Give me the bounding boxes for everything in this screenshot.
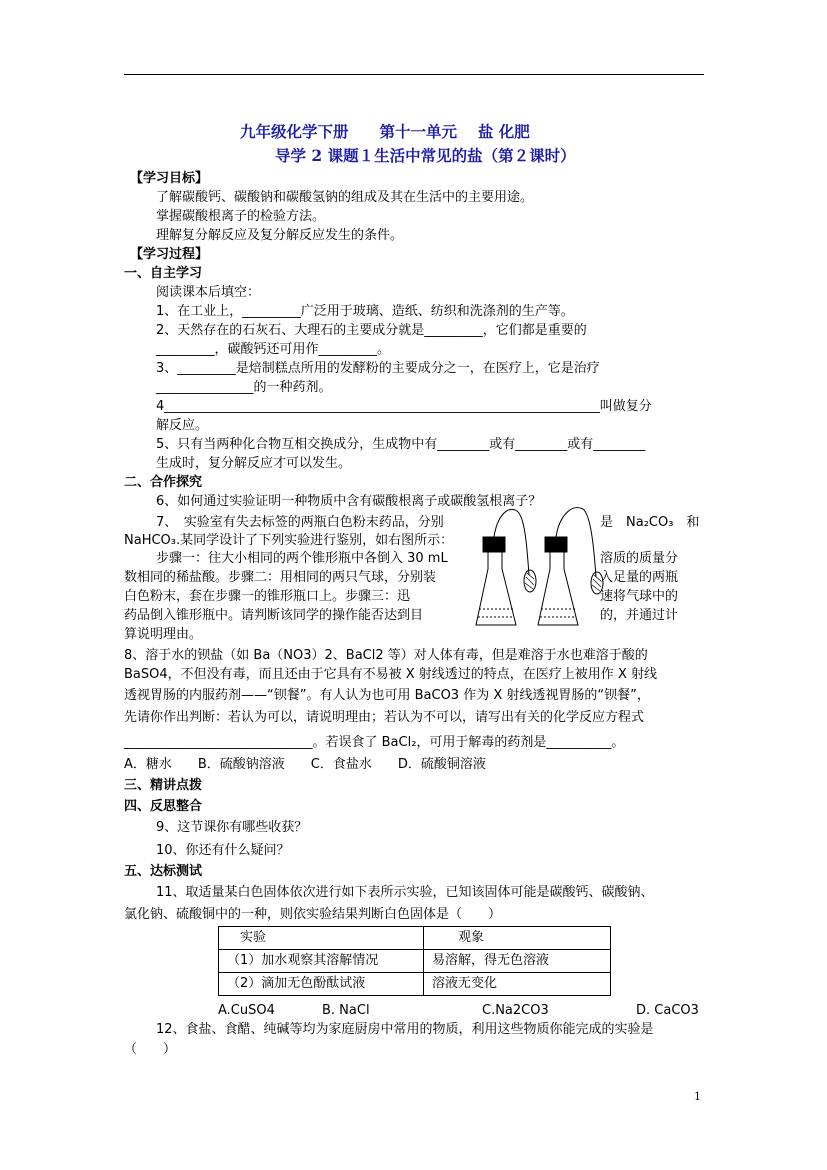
question-3-line1: 3、_________是焙制糕点所用的发酵粉的主要成分之一，在医疗上，它是治疗	[156, 361, 600, 376]
question-7-line3a: 步骤一：往大小相同的两个锥形瓶中各倒入 30 mL	[156, 551, 448, 566]
question-11-option-a: A.CuSO4	[218, 1003, 275, 1018]
table-header-row	[219, 927, 611, 950]
flask-left	[476, 509, 536, 625]
flask-right	[538, 508, 603, 625]
question-4-line1: 4___________________________________________________________________叫做复分	[156, 399, 652, 414]
question-3-line2: _______________的一种药剂。	[156, 380, 332, 395]
section1-heading: 一、自主学习	[124, 266, 203, 281]
goal-item: 掌握碳酸根离子的检验方法。	[156, 209, 326, 224]
question-1: 1、在工业上，_________广泛用于玻璃、造纸、纺织和洗涤剂的生产等。	[156, 304, 574, 319]
question-7-line3b: 溶质的质量分	[600, 551, 679, 566]
question-7-line2: NaHCO₃.某同学设计了下列实验进行鉴别，如右图所示：	[124, 533, 454, 548]
question-11-line1: 11、取适量某白色固体依次进行如下表所示实验，已知该固体可能是碳酸钙、碳酸钠、	[156, 885, 654, 900]
table-header-cell: 观象	[424, 927, 611, 950]
question-6: 6、如何通过实验证明一种物质中含有碳酸根离子或碳酸氢根离子？	[156, 494, 542, 509]
question-9: 9、这节课你有哪些收获？	[156, 820, 308, 835]
section4-heading: 四、反思整合	[124, 799, 203, 814]
question-11-line2: 氯化钠、硫酸铜中的一种，则依实验结果判断白色固体是（ ）	[124, 907, 502, 922]
question-7-line6b: 的，并通过计	[600, 608, 679, 623]
question-8-options: A．糖水 B．硫酸钠溶液 C．食盐水 D．硫酸铜溶液	[124, 757, 486, 772]
question-7-line6a: 药品倒入锥形瓶中。请判断该同学的操作能否达到目	[124, 608, 424, 623]
table-cell: 溶液无变化	[424, 973, 611, 996]
question-8-line4: 先请你作出判断：若认为可以，请说明理由；若认为不可以，请写出有关的化学反应方程式	[124, 710, 645, 725]
page-title-line1: 九年级化学下册 第十一单元 盐 化肥	[240, 122, 530, 141]
question-11-option-b: B. NaCl	[322, 1003, 370, 1018]
table-cell: 易溶解，得无色溶液	[424, 950, 611, 973]
process-heading: 【学习过程】	[130, 247, 209, 262]
table-cell: （1）加水观察其溶解情况	[219, 950, 424, 973]
goals-heading: 【学习目标】	[130, 171, 209, 186]
table-row	[219, 950, 611, 973]
table-row	[219, 973, 611, 996]
question-7-line4b: 入足量的两瓶	[600, 570, 679, 585]
question-2-line1: 2、天然存在的石灰石、大理石的主要成分就是_________，它们都是重要的	[156, 323, 587, 338]
goal-item: 理解复分解反应及复分解反应发生的条件。	[156, 228, 404, 243]
goal-item: 了解碳酸钙、碳酸钠和碳酸氢钠的组成及其在生活中的主要用途。	[156, 190, 534, 205]
question-8-line1: 8、溶于水的钡盐（如 Ba（NO3）2、BaCl2 等）对人体有毒，但是难溶于水也难溶于酸的	[124, 648, 648, 663]
question-12-line2: （ ）	[124, 1042, 177, 1057]
question-7-line1a: 7、 实验室有失去标签的两瓶白色粉末药品，分别	[156, 515, 444, 530]
question-8-line2: BaSO4，不但没有毒，而且还由于它具有不易被 X 射线透过的特点，在医疗上被用作 X 射线	[124, 667, 657, 682]
question-11-option-d: D. CaCO3	[636, 1003, 699, 1018]
question-7-line1b: 是 Na₂CO₃ 和	[600, 515, 700, 530]
flask-balloon-diagram	[473, 497, 608, 632]
question-10: 10、你还有什么疑问？	[156, 843, 290, 858]
question-7-line4a: 数相同的稀盐酸。步骤二：用相同的两只气球，分别装	[124, 570, 437, 585]
table-cell: （2）滴加无色酚酞试液	[219, 973, 424, 996]
page-title-line2: 导学 2 课题１生活中常见的盐（第２课时）	[275, 146, 576, 165]
question-8-line5: _____________________________。若误食了 BaCl₂，可用于解毒的药剂是__________。	[124, 735, 625, 750]
question-5-line2: 生成时，复分解反应才可以发生。	[156, 456, 352, 471]
section2-heading: 二、合作探究	[124, 475, 203, 490]
question-8-line3: 透视胃肠的内服药剂——“钡餐”。有人认为也可用 BaCO3 作为 X 射线透视胃肠的“钡餐”，	[124, 688, 650, 703]
page-number: 1	[694, 1090, 701, 1103]
question-11-option-c: C.Na2CO3	[482, 1003, 549, 1018]
section3-heading: 三、精讲点拨	[124, 778, 203, 793]
question-12-line1: 12、食盐、食醋、纯碱等均为家庭厨房中常用的物质，利用这些物质你能完成的实验是	[156, 1022, 654, 1037]
question-4-line2: 解反应。	[156, 418, 209, 433]
section5-heading: 五、达标测试	[124, 864, 203, 879]
question-2-line2: _________，碳酸钙还可用作_________。	[156, 342, 391, 357]
section1-intro: 阅读课本后填空：	[156, 285, 261, 300]
question-7-line7: 算说明理由。	[124, 627, 203, 642]
experiment-table	[218, 926, 611, 996]
question-7-line5b: 速将气球中的	[600, 589, 679, 604]
header-rule	[124, 74, 704, 75]
question-7-line5a: 白色粉末，套在步骤一的锥形瓶口上。步骤三：迅	[124, 589, 411, 604]
question-5-line1: 5、只有当两种化合物互相交换成分，生成物中有________或有________或有________	[156, 437, 646, 452]
table-header-cell: 实验	[219, 927, 424, 950]
